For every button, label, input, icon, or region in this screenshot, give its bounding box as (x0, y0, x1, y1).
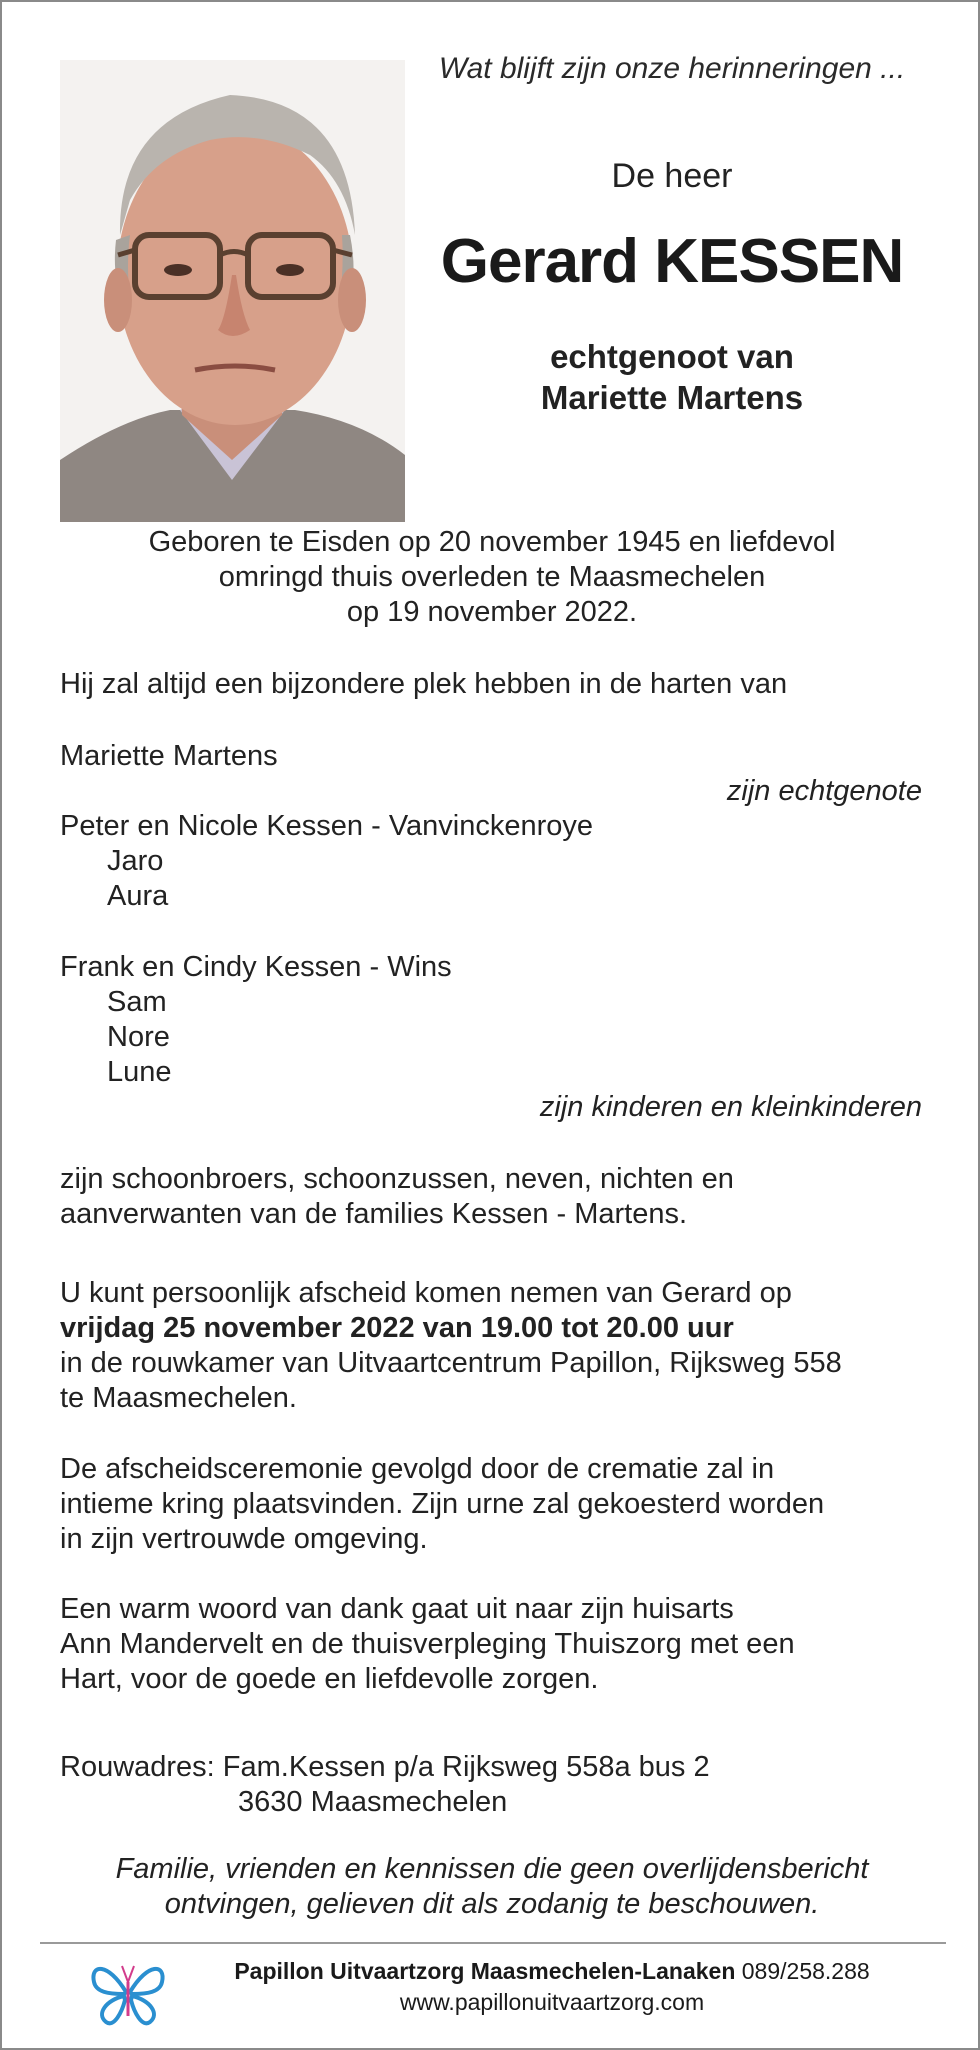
children-role: zijn kinderen en kleinkinderen (539, 1091, 922, 1123)
visitation-line-1: U kunt persoonlijk afscheid komen nemen van Gerard op (60, 1277, 792, 1309)
relatives-line-2: aanverwanten van de families Kessen - Martens. (60, 1198, 688, 1230)
funeral-home-name: Papillon Uitvaartzorg Maasmechelen-Lanaken (234, 1958, 736, 1984)
visitation-text (60, 1276, 940, 1416)
intro-text: Hij zal altijd een bijzondere plek hebben in de harten van (60, 668, 788, 700)
funeral-home-line (182, 1958, 922, 1985)
thanks-line-1: Een warm woord van dank gaat uit naar zijn huisarts (60, 1593, 734, 1625)
child-1-name: Peter en Nicole Kessen - Vanvinckenroye (60, 810, 594, 842)
birth-line-2: omringd thuis overleden te Maasmechelen (218, 561, 766, 593)
salutation: De heer (611, 157, 733, 195)
ceremony-line-3: in zijn vertrouwde omgeving. (60, 1523, 428, 1555)
deceased-name: Gerard KESSEN (440, 227, 904, 296)
birth-line-3: op 19 november 2022. (346, 596, 638, 628)
visitation-date: vrijdag 25 november 2022 van 19.00 tot 20.00 uur (60, 1312, 734, 1344)
closing-line-2: ontvingen, gelieven dit als zodanig te beschouwen. (164, 1888, 820, 1920)
thanks-text (60, 1592, 940, 1697)
address-line-2: 3630 Maasmechelen (238, 1786, 508, 1818)
grandchild-name: Aura (107, 880, 169, 912)
relatives-line-1: zijn schoonbroers, schoonzussen, neven, nichten en (60, 1163, 734, 1195)
grandchild-name: Sam (107, 986, 167, 1018)
spouse-line-2: Mariette Martens (540, 379, 804, 416)
grandchild-name: Jaro (107, 845, 164, 877)
wife-role: zijn echtgenote (726, 775, 922, 807)
ceremony-line-1: De afscheidsceremonie gevolgd door de crematie zal in (60, 1453, 775, 1485)
ceremony-line-2: intieme kring plaatsvinden. Zijn urne zal gekoesterd worden (60, 1488, 825, 1520)
grandchild-name: Lune (107, 1056, 172, 1088)
spouse-line-1: echtgenoot van (550, 338, 794, 375)
address-line-1: Rouwadres: Fam.Kessen p/a Rijksweg 558a bus 2 (60, 1751, 710, 1783)
wife-name: Mariette Martens (60, 740, 278, 772)
portrait-illustration (60, 60, 405, 522)
ceremony-text (60, 1452, 940, 1557)
motto-text: Wat blijft zijn onze herinneringen ... (438, 52, 906, 85)
thanks-line-2: Ann Mandervelt en de thuisverpleging Thuiszorg met een (60, 1628, 795, 1660)
footer-divider (40, 1942, 946, 1944)
birth-line-1: Geboren te Eisden op 20 november 1945 en liefdevol (148, 526, 836, 558)
child-2-name: Frank en Cindy Kessen - Wins (60, 951, 452, 983)
visitation-line-3: in de rouwkamer van Uitvaartcentrum Papillon, Rijksweg 558 (60, 1347, 842, 1379)
closing-line-1: Familie, vrienden en kennissen die geen overlijdensbericht (115, 1853, 869, 1885)
visitation-line-4: te Maasmechelen. (60, 1382, 297, 1414)
closing-note (60, 1852, 924, 1922)
funeral-home-website[interactable]: www.papillonuitvaartzorg.com (399, 1989, 705, 2015)
portrait-photo (60, 60, 405, 522)
butterfly-icon (88, 1952, 168, 2032)
birth-death-info (60, 525, 924, 630)
grandchild-name: Nore (107, 1021, 170, 1053)
thanks-line-3: Hart, voor de goede en liefdevolle zorgen. (60, 1663, 599, 1695)
funeral-home-phone: 089/258.288 (741, 1958, 870, 1984)
relatives-text (60, 1162, 940, 1232)
spouse-info (422, 336, 922, 418)
